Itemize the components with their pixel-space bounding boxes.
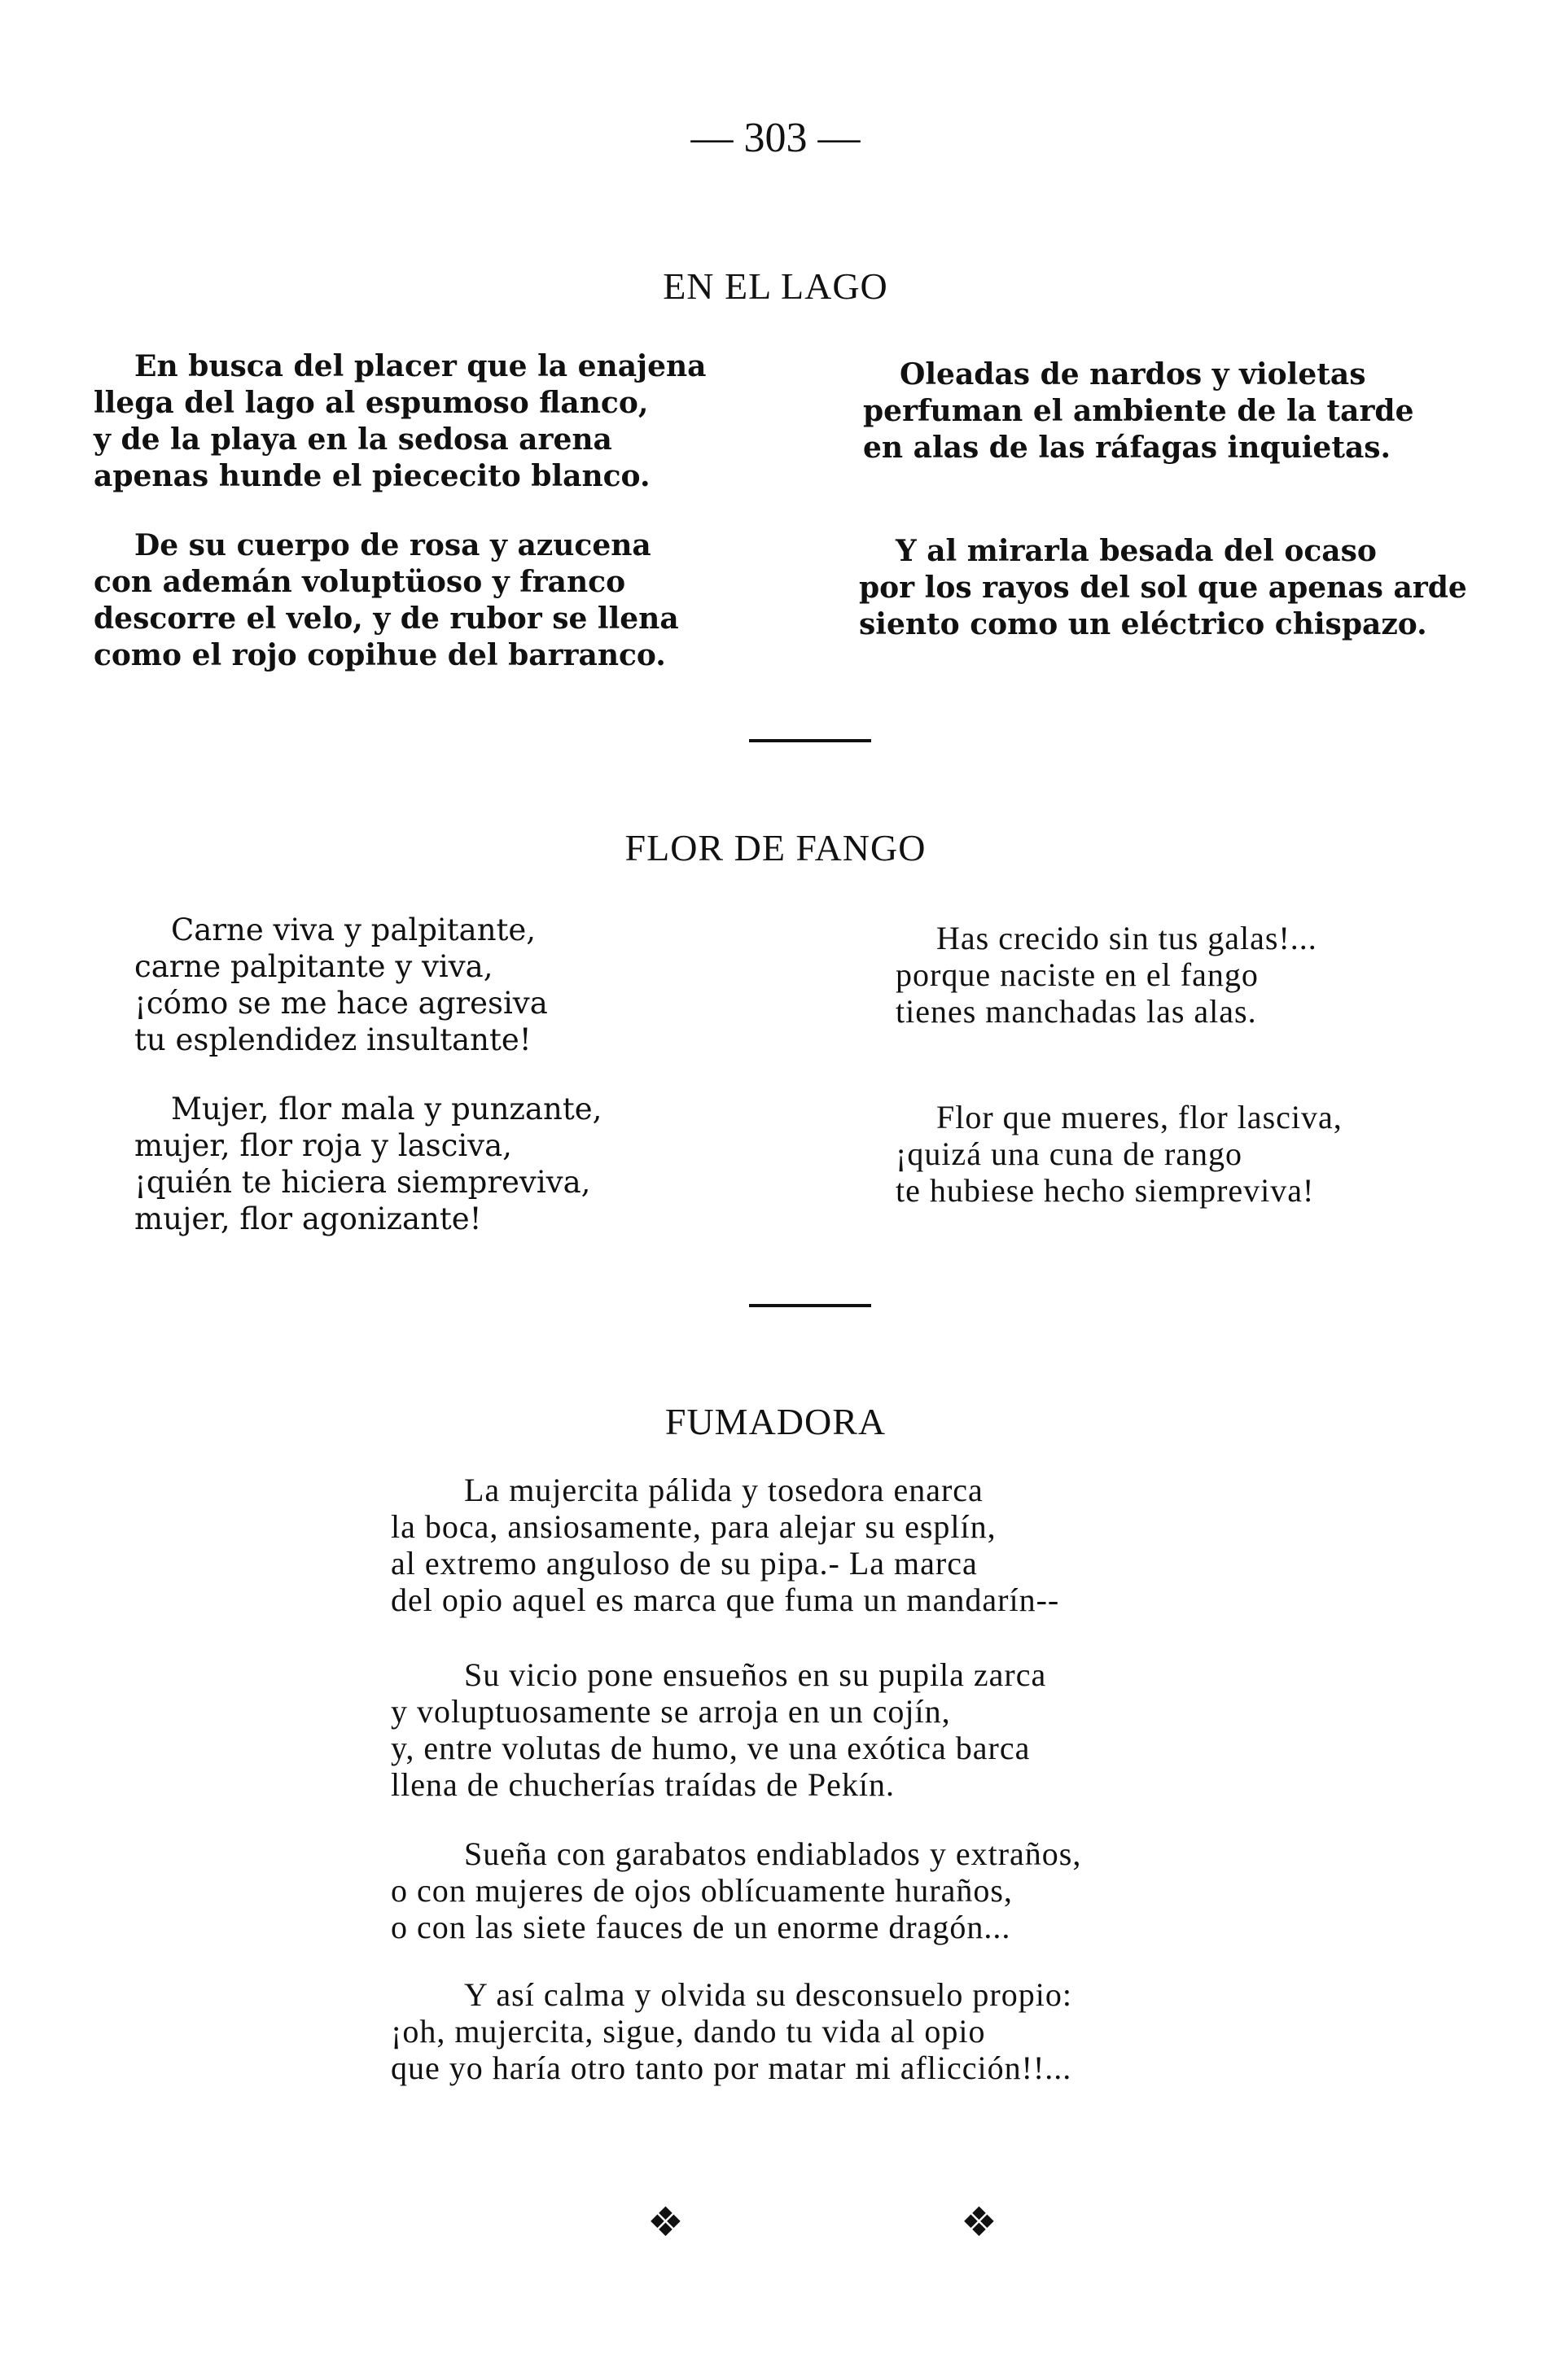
flor-de-fango-left-stanza-2 xyxy=(134,1091,602,1237)
verse-line: como el rojo copihue del barranco. xyxy=(94,638,666,672)
verse-line: carne palpitante y viva, xyxy=(134,949,493,984)
verse-line: Has crecido sin tus galas!... xyxy=(936,920,1317,956)
verse-line: y de la playa en la sedosa arena xyxy=(94,422,612,457)
page-number: — 303 — xyxy=(690,115,861,161)
verse-line: Su vicio pone ensueños en su pupila zarca xyxy=(464,1656,1047,1693)
verse-line: llena de chucherías traídas de Pekín. xyxy=(391,1766,895,1803)
verse-line: ¡cómo se me hace agresiva xyxy=(134,986,548,1021)
flor-de-fango-right-stanza-2 xyxy=(896,1099,1343,1209)
fumadora-stanza-3 xyxy=(391,1835,1081,1945)
en-el-lago-right-stanza-1 xyxy=(863,357,1414,466)
verse-line: Mujer, flor mala y punzante, xyxy=(171,1092,602,1127)
verse-line: mujer, flor agonizante! xyxy=(134,1201,482,1236)
verse-line: en alas de las ráfagas inquietas. xyxy=(863,431,1391,465)
poem-title-en-el-lago: EN EL LAGO xyxy=(663,265,888,307)
verse-line: siento como un eléctrico chispazo. xyxy=(859,607,1427,641)
en-el-lago-left-stanza-2 xyxy=(94,527,679,674)
verse-line: Flor que mueres, flor lasciva, xyxy=(936,1099,1343,1135)
verse-line: En busca del placer que la enajena xyxy=(134,349,707,383)
verse-line: del opio aquel es marca que fuma un mandarín-- xyxy=(391,1582,1060,1618)
verse-line: La mujercita pálida y tosedora enarca xyxy=(464,1472,984,1508)
verse-line: y voluptuosamente se arroja en un cojín, xyxy=(391,1693,951,1730)
verse-line: que yo haría otro tanto por matar mi aflicción!!... xyxy=(391,2050,1072,2086)
verse-line: y, entre volutas de humo, ve una exótica barca xyxy=(391,1730,1031,1766)
fumadora-stanza-1 xyxy=(391,1472,1059,1618)
poem-title-fumadora: FUMADORA xyxy=(664,1401,887,1442)
flor-de-fango-left-stanza-1 xyxy=(134,912,548,1058)
verse-line: descorre el velo, y de rubor se llena xyxy=(94,602,679,636)
fumadora-stanza-2 xyxy=(391,1656,1046,1803)
verse-line: perfuman el ambiente de la tarde xyxy=(863,394,1414,428)
verse-line: ¡quién te hiciera siempreviva, xyxy=(134,1165,591,1200)
verse-line: Sueña con garabatos endiablados y extraños, xyxy=(464,1835,1082,1872)
ornament-icon: ❖ xyxy=(647,2198,684,2246)
ornament-icon: ❖ xyxy=(961,2198,997,2246)
flor-de-fango-right-stanza-1 xyxy=(896,920,1317,1030)
section-divider xyxy=(749,739,871,742)
verse-line: llega del lago al espumoso flanco, xyxy=(94,386,649,420)
verse-line: o con mujeres de ojos oblícuamente huraños, xyxy=(391,1872,1013,1909)
verse-line: o con las siete fauces de un enorme dragón... xyxy=(391,1909,1011,1945)
verse-line: te hubiese hecho siempreviva! xyxy=(896,1172,1315,1209)
verse-line: mujer, flor roja y lasciva, xyxy=(134,1128,512,1163)
verse-line: al extremo anguloso de su pipa.- La marca xyxy=(391,1545,978,1582)
fumadora-stanza-4 xyxy=(391,1976,1072,2086)
verse-line: De su cuerpo de rosa y azucena xyxy=(134,528,651,562)
poem-title-flor-de-fango: FLOR DE FANGO xyxy=(624,827,927,868)
section-divider xyxy=(749,1304,871,1307)
verse-line: ¡oh, mujercita, sigue, dando tu vida al opio xyxy=(391,2013,986,2050)
en-el-lago-right-stanza-2 xyxy=(859,533,1467,643)
verse-line: tu esplendidez insultante! xyxy=(134,1022,532,1057)
verse-line: Carne viva y palpitante, xyxy=(171,912,537,947)
verse-line: por los rayos del sol que apenas arde xyxy=(859,571,1467,605)
verse-line: ¡quizá una cuna de rango xyxy=(896,1135,1243,1172)
verse-line: Y así calma y olvida su desconsuelo propio: xyxy=(464,1976,1072,2013)
verse-line: apenas hunde el piececito blanco. xyxy=(94,459,651,493)
verse-line: Oleadas de nardos y violetas xyxy=(900,357,1366,392)
verse-line: la boca, ansiosamente, para alejar su esplín, xyxy=(391,1508,997,1545)
verse-line: tienes manchadas las alas. xyxy=(896,993,1257,1030)
verse-line: con ademán voluptüoso y franco xyxy=(94,565,626,599)
verse-line: porque naciste en el fango xyxy=(896,956,1259,993)
verse-line: Y al mirarla besada del ocaso xyxy=(896,534,1377,568)
en-el-lago-left-stanza-1 xyxy=(94,348,706,495)
